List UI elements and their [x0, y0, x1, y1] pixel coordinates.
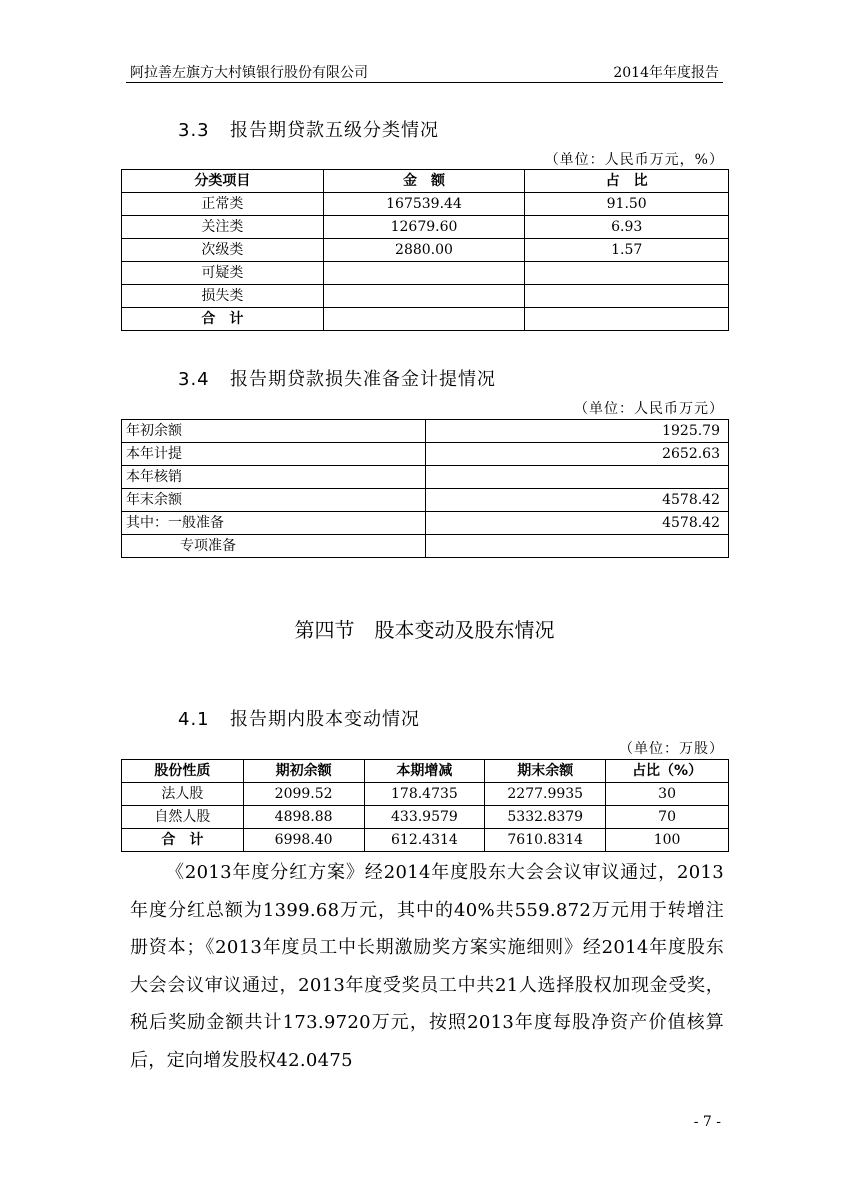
value-cell: 7610.8314	[485, 829, 606, 852]
row-label: 本年核销	[122, 466, 426, 489]
col-header: 期初余额	[243, 760, 364, 783]
row-label: 损失类	[122, 285, 324, 308]
col-header: 占 比	[525, 170, 729, 193]
value-cell: 178.4735	[364, 783, 485, 806]
table-row	[122, 285, 729, 308]
row-label: 自然人股	[122, 806, 244, 829]
ratio-cell: 6.93	[525, 216, 729, 239]
amount-cell: 2652.63	[425, 443, 728, 466]
amount-cell	[323, 285, 525, 308]
amount-cell	[425, 535, 728, 558]
table-header-row	[122, 170, 729, 193]
row-label: 年初余额	[122, 420, 426, 443]
col-header: 期末余额	[485, 760, 606, 783]
col-header: 占比（%）	[606, 760, 729, 783]
row-label: 专项准备	[122, 535, 426, 558]
row-label: 年末余额	[122, 489, 426, 512]
table-row	[122, 443, 729, 466]
value-cell: 6998.40	[243, 829, 364, 852]
amount-cell: 4578.42	[425, 512, 728, 535]
table-row	[122, 806, 729, 829]
table-row	[122, 783, 729, 806]
col-header: 本期增减	[364, 760, 485, 783]
unit-note-3-3: （单位：人民币万元，%）	[544, 152, 724, 168]
table-row	[122, 420, 729, 443]
value-cell: 433.9579	[364, 806, 485, 829]
heading-number: 3.4	[178, 369, 210, 390]
page-number: - 7 -	[693, 1114, 721, 1130]
table-total-row	[122, 829, 729, 852]
amount-cell: 4578.42	[425, 489, 728, 512]
amount-cell	[425, 466, 728, 489]
row-label: 法人股	[122, 783, 244, 806]
amount-cell: 1925.79	[425, 420, 728, 443]
heading-title: 报告期内股本变动情况	[230, 709, 420, 730]
row-label: 合 计	[122, 829, 244, 852]
table-row	[122, 193, 729, 216]
heading-title: 报告期贷款损失准备金计提情况	[230, 369, 496, 390]
ratio-cell: 1.57	[525, 239, 729, 262]
value-cell: 2099.52	[243, 783, 364, 806]
section-title: 第四节 股本变动及股东情况	[294, 618, 555, 642]
body-text	[130, 854, 724, 1079]
ratio-cell	[525, 308, 729, 331]
amount-cell	[323, 262, 525, 285]
unit-note-4-1: （单位：万股）	[619, 741, 724, 757]
table-row	[122, 512, 729, 535]
table-row	[122, 216, 729, 239]
share-capital-table	[121, 759, 729, 852]
amount-cell: 2880.00	[323, 239, 525, 262]
heading-3-4	[178, 365, 496, 391]
col-header: 股份性质	[122, 760, 244, 783]
loan-classification-table	[121, 169, 729, 331]
value-cell: 70	[606, 806, 729, 829]
value-cell: 612.4314	[364, 829, 485, 852]
heading-number: 4.1	[178, 709, 210, 730]
amount-cell: 167539.44	[323, 193, 525, 216]
col-header: 金 额	[323, 170, 525, 193]
row-label: 合 计	[122, 308, 324, 331]
table-row	[122, 239, 729, 262]
value-cell: 100	[606, 829, 729, 852]
ratio-cell	[525, 285, 729, 308]
header-company: 阿拉善左旗方大村镇银行股份有限公司	[130, 65, 368, 81]
loan-loss-provision-table	[121, 419, 729, 558]
value-cell: 4898.88	[243, 806, 364, 829]
value-cell: 2277.9935	[485, 783, 606, 806]
col-header: 分类项目	[122, 170, 324, 193]
heading-4-1	[178, 705, 420, 731]
unit-note-3-4: （单位：人民币万元）	[574, 401, 724, 417]
table-row	[122, 466, 729, 489]
table-row	[122, 535, 729, 558]
heading-number: 3.3	[178, 120, 210, 141]
paragraph: 《2013年度分红方案》经2014年度股东大会会议审议通过，2013年度分红总额为1399.68万元，其中的40%共559.872万元用于转增注册资本；《2013年度员工中长期激励奖方案实施细则》经2014年度股东大会会议审议通过，2013年度受奖员工中共21人选择股权加现金受奖，税后奖励金额共计173.9720万元，按照2013年度每股净资产价值核算后，定向增发股权42.0475	[130, 862, 724, 1071]
ratio-cell: 91.50	[525, 193, 729, 216]
row-label: 次级类	[122, 239, 324, 262]
value-cell: 5332.8379	[485, 806, 606, 829]
row-label: 关注类	[122, 216, 324, 239]
amount-cell	[323, 308, 525, 331]
value-cell: 30	[606, 783, 729, 806]
heading-title: 报告期贷款五级分类情况	[230, 120, 439, 141]
header-report: 2014年年度报告	[613, 65, 719, 81]
row-label: 正常类	[122, 193, 324, 216]
table-row	[122, 489, 729, 512]
table-total-row	[122, 308, 729, 331]
page-header	[126, 60, 723, 83]
row-label: 可疑类	[122, 262, 324, 285]
table-header-row	[122, 760, 729, 783]
table-row	[122, 262, 729, 285]
row-label: 其中：一般准备	[122, 512, 426, 535]
heading-3-3	[178, 116, 439, 142]
amount-cell: 12679.60	[323, 216, 525, 239]
row-label: 本年计提	[122, 443, 426, 466]
ratio-cell	[525, 262, 729, 285]
